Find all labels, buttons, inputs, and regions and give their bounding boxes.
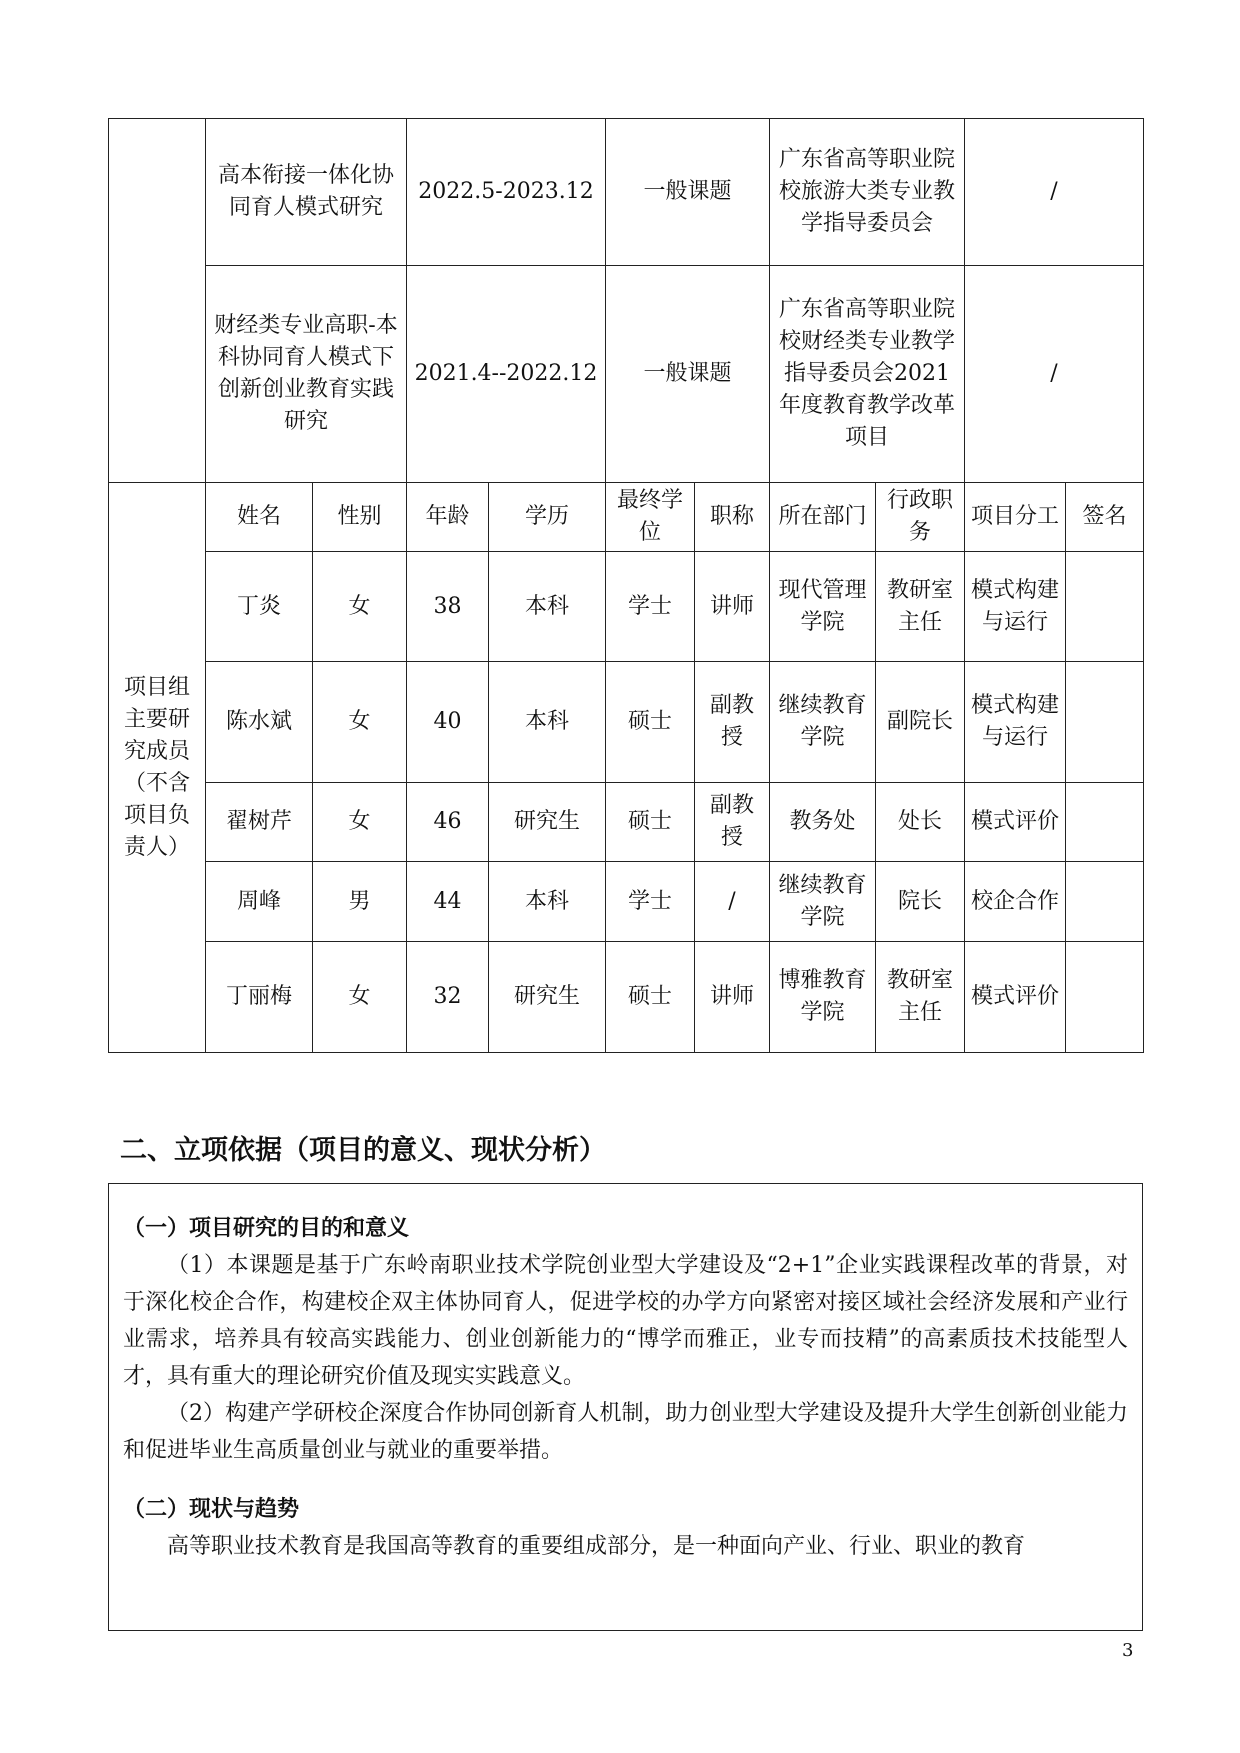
blank-cell [109, 119, 206, 483]
column-header: 项目分工 [965, 483, 1066, 552]
project-type: 一般课题 [606, 119, 770, 266]
table-cell: 模式评价 [965, 783, 1066, 862]
paragraph: （2）构建产学研校企深度合作协同创新育人机制，助力创业型大学建设及提升大学生创新创业能力和促进毕业生高质量创业与就业的重要举措。 [123, 1401, 1128, 1463]
column-header: 年龄 [407, 483, 489, 552]
table-row [109, 266, 1144, 483]
subheading: （一）项目研究的目的和意义 [123, 1216, 410, 1241]
project-period: 2021.4--2022.12 [407, 266, 606, 483]
table-cell: 40 [407, 662, 489, 783]
table-cell: 丁丽梅 [206, 942, 313, 1053]
table-cell: 38 [407, 552, 489, 662]
table-cell [1066, 783, 1144, 862]
table-cell: 周峰 [206, 862, 313, 942]
project-issuer: 广东省高等职业院校旅游大类专业教学指导委员会 [770, 119, 965, 266]
table-cell: 女 [313, 552, 407, 662]
table-row [109, 552, 1144, 662]
column-header: 姓名 [206, 483, 313, 552]
column-header: 性别 [313, 483, 407, 552]
table-cell: 教务处 [770, 783, 876, 862]
section-heading: 二、立项依据（项目的意义、现状分析） [120, 1135, 606, 1166]
project-type: 一般课题 [606, 266, 770, 483]
table-cell: 教研室主任 [876, 552, 965, 662]
table-cell: 模式构建与运行 [965, 552, 1066, 662]
table-cell: 副院长 [876, 662, 965, 783]
table-cell: 硕士 [606, 942, 695, 1053]
paragraph: （1）本课题是基于广东岭南职业技术学院创业型大学建设及“2+1”企业实践课程改革的背景，对于深化校企合作，构建校企双主体协同育人，促进学校的办学方向紧密对接区域社会经济发展和产业行业需求，培养具有较高实践能力、创业创新能力的“博学而雅正，业专而技精”的高素质技术技能型人才，具有重大的理论研究价值及现实实践意义。 [123, 1253, 1128, 1389]
table-cell [1066, 942, 1144, 1053]
section-content-box [108, 1183, 1143, 1631]
paragraph: 高等职业技术教育是我国高等教育的重要组成部分，是一种面向产业、行业、职业的教育 [167, 1534, 1026, 1559]
table-cell: 副教授 [695, 783, 770, 862]
table-cell: 硕士 [606, 662, 695, 783]
members-label: 项目组主要研究成员（不含项目负责人） [109, 483, 206, 1053]
subheading: （二）现状与趋势 [123, 1497, 300, 1522]
table-cell: 模式构建与运行 [965, 662, 1066, 783]
project-title: 财经类专业高职-本科协同育人模式下创新创业教育实践研究 [206, 266, 407, 483]
project-note: / [965, 119, 1144, 266]
table-cell: 本科 [489, 662, 606, 783]
table-cell: / [695, 862, 770, 942]
table-cell: 32 [407, 942, 489, 1053]
table-cell: 博雅教育学院 [770, 942, 876, 1053]
members-table [108, 482, 1144, 1053]
table-cell: 研究生 [489, 783, 606, 862]
table-cell: 处长 [876, 783, 965, 862]
header-row [109, 483, 1144, 552]
table-cell: 女 [313, 783, 407, 862]
column-header: 所在部门 [770, 483, 876, 552]
table-cell: 研究生 [489, 942, 606, 1053]
table-cell: 女 [313, 662, 407, 783]
column-header: 签名 [1066, 483, 1144, 552]
table-cell: 女 [313, 942, 407, 1053]
column-header: 行政职务 [876, 483, 965, 552]
table-row [109, 783, 1144, 862]
table-cell: 讲师 [695, 552, 770, 662]
table-cell: 继续教育学院 [770, 862, 876, 942]
table-cell: 继续教育学院 [770, 662, 876, 783]
table-cell: 硕士 [606, 783, 695, 862]
table-cell: 46 [407, 783, 489, 862]
table-cell: 学士 [606, 862, 695, 942]
table-cell: 学士 [606, 552, 695, 662]
table-cell: 院长 [876, 862, 965, 942]
table-row [109, 119, 1144, 266]
project-period: 2022.5-2023.12 [407, 119, 606, 266]
projects-table [108, 118, 1144, 483]
table-row [109, 662, 1144, 783]
table-cell [1066, 662, 1144, 783]
column-header: 职称 [695, 483, 770, 552]
column-header: 学历 [489, 483, 606, 552]
column-header: 最终学位 [606, 483, 695, 552]
table-cell: 男 [313, 862, 407, 942]
table-cell: 陈水斌 [206, 662, 313, 783]
table-cell [1066, 552, 1144, 662]
table-cell [1066, 862, 1144, 942]
table-cell: 44 [407, 862, 489, 942]
page-number: 3 [1122, 1640, 1134, 1661]
table-cell: 模式评价 [965, 942, 1066, 1053]
table-cell: 教研室主任 [876, 942, 965, 1053]
project-issuer: 广东省高等职业院校财经类专业教学指导委员会2021年度教育教学改革项目 [770, 266, 965, 483]
table-cell: 翟树芹 [206, 783, 313, 862]
table-row [109, 862, 1144, 942]
table-row [109, 942, 1144, 1053]
table-cell: 本科 [489, 862, 606, 942]
table-cell: 讲师 [695, 942, 770, 1053]
table-cell: 校企合作 [965, 862, 1066, 942]
table-cell: 副教授 [695, 662, 770, 783]
table-cell: 丁炎 [206, 552, 313, 662]
table-cell: 本科 [489, 552, 606, 662]
table-cell: 现代管理学院 [770, 552, 876, 662]
project-title: 高本衔接一体化协同育人模式研究 [206, 119, 407, 266]
project-note: / [965, 266, 1144, 483]
